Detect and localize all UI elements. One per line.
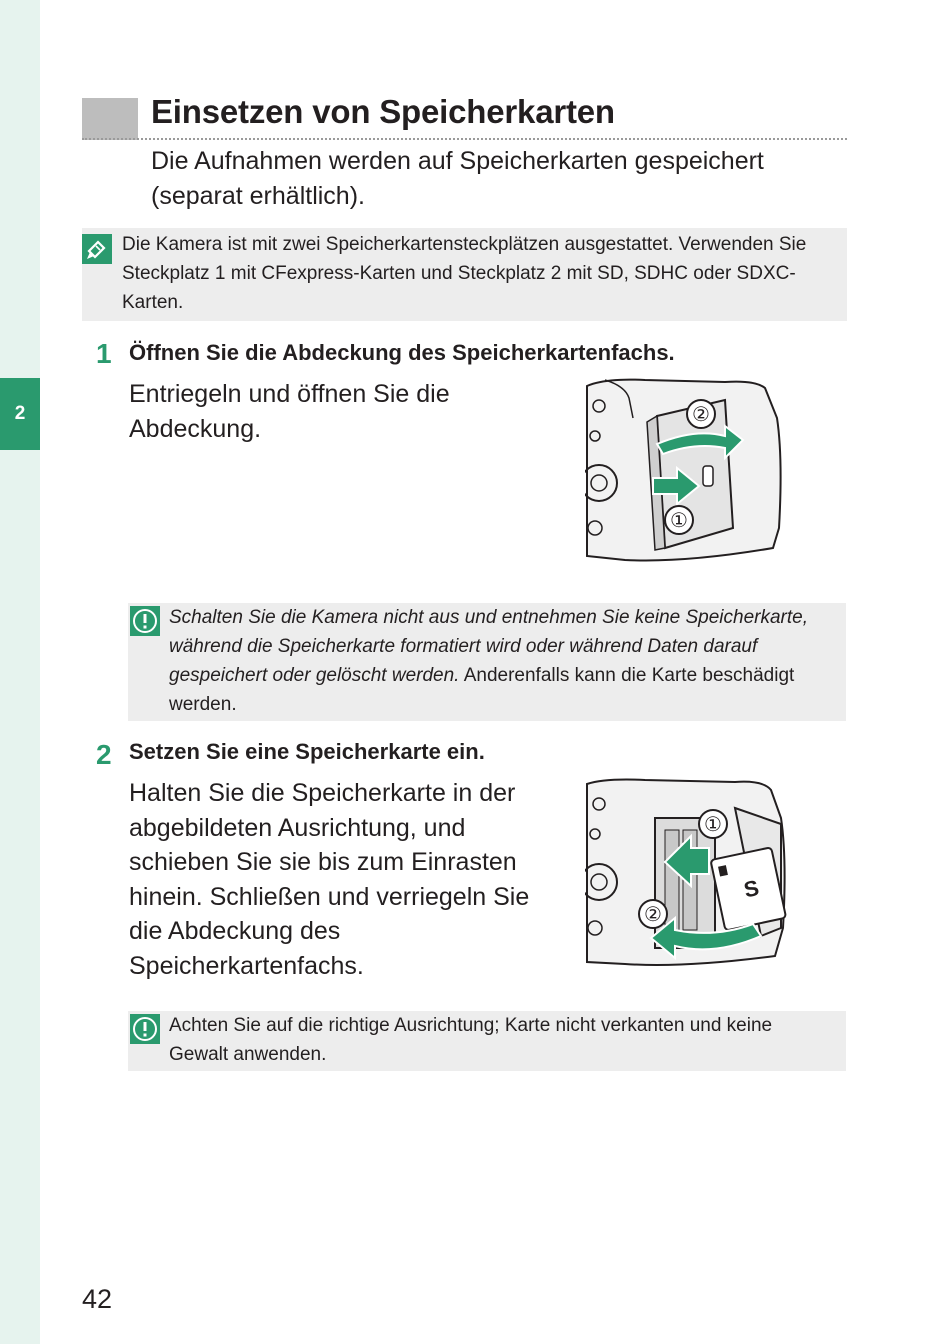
caution-icon: [130, 606, 160, 636]
title-marker-box: [82, 98, 138, 140]
memo-text: Die Kamera ist mit zwei Speicherkartensteckplätzen ausgestattet. Verwenden Sie Steckplatz 1 mit CFexpress-Karten und Steckplatz 2 mit SD, SDHC oder SDXC-Karten.: [122, 234, 807, 313]
side-margin-strip: [0, 0, 40, 1344]
page-number: 42: [82, 1284, 113, 1314]
callout-1: ①: [704, 814, 722, 836]
page-title: Einsetzen von Speicherkarten: [151, 93, 615, 130]
caution-note-1: [128, 603, 846, 721]
card-logo: S: [741, 875, 762, 903]
callout-2: ②: [692, 404, 710, 426]
intro-text: Die Aufnahmen werden auf Speicherkarten gespeichert (separat erhältlich).: [151, 147, 764, 210]
caution-icon: [130, 1014, 160, 1044]
step-2-number: 2: [96, 739, 112, 770]
step-1-title: Öffnen Sie die Abdeckung des Speicherkartenfachs.: [129, 340, 675, 365]
title-divider: [82, 138, 847, 140]
step-1-body: Entriegeln und öffnen Sie die Abdeckung.: [129, 380, 450, 443]
memo-icon: [82, 234, 112, 264]
step-1-number: 1: [96, 338, 112, 369]
memo-note: [82, 228, 847, 321]
chapter-number: 2: [14, 403, 26, 424]
step-2-body: Halten Sie die Speicherkarte in der abgebildeten Ausrichtung, und schieben Sie sie bis zum Einrasten hinein. Schließen und verriegeln Sie die Abdeckung des Speicherkartenfachs.: [129, 779, 530, 980]
callout-2: ②: [644, 904, 662, 926]
caution-1-text: [169, 603, 829, 719]
caution-2-text: Achten Sie auf die richtige Ausrichtung; Karte nicht verkanten und keine Gewalt anwenden.: [169, 1015, 773, 1065]
camera-insert-card-illustration: [585, 778, 790, 968]
chapter-tab: [0, 378, 40, 450]
step-2-title: Setzen Sie eine Speicherkarte ein.: [129, 739, 485, 764]
caution-1-plain: Anderenfalls kann die Karte beschädigt werden.: [169, 665, 795, 715]
callout-1: ①: [670, 510, 688, 532]
caution-1-italic: Schalten Sie die Kamera nicht aus und entnehmen Sie keine Speicherkarte, während die Speicherkarte formatiert wird oder während Daten darauf gespeichert oder gelöscht werden.: [169, 607, 809, 686]
caution-note-2: [128, 1011, 846, 1071]
camera-open-cover-illustration: [585, 378, 785, 566]
